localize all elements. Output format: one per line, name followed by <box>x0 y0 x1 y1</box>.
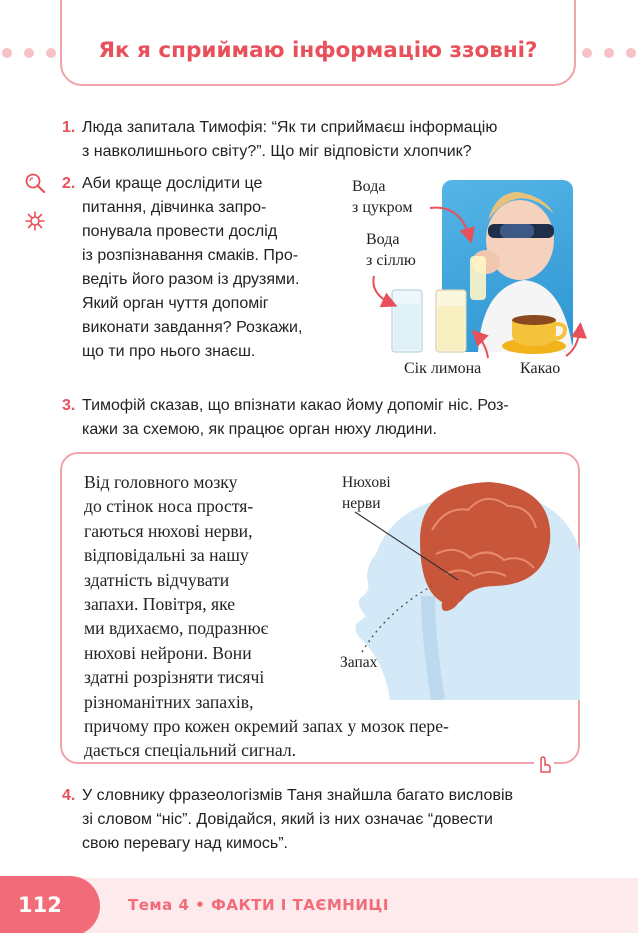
task-4 <box>62 784 513 856</box>
info-text-line: здатні розрізняти тисячі <box>84 667 265 688</box>
task-text-line: що ти про нього знаєш. <box>82 343 256 360</box>
info-text-line: запахи. Повітря, яке <box>84 594 236 615</box>
task-text-line: Люда запитала Тимофія: “Як ти сприймаєш інформацію <box>82 119 498 136</box>
page-number: 112 <box>18 893 62 917</box>
label-smell: Запах <box>340 654 378 671</box>
task-3 <box>62 394 509 442</box>
header-dots-right <box>582 48 636 58</box>
task-2 <box>62 172 302 364</box>
label-salt-water-line2: з сіллю <box>366 252 416 269</box>
info-text-line: різноманітних запахів, <box>84 691 254 712</box>
pointing-hand-icon <box>532 752 556 778</box>
task-number: 3. <box>62 397 76 414</box>
task-text-line: кажи за схемою, як працює орган нюху людини. <box>82 421 437 438</box>
label-lemon-juice: Сік лимона <box>404 360 482 377</box>
task-text-line: свою перевагу над кимось”. <box>82 835 288 852</box>
task-text-line: питання, дівчинка запро- <box>82 199 267 216</box>
pointer-arrows <box>360 180 600 370</box>
magnifier-icon <box>24 172 46 194</box>
decor-dot <box>24 48 34 58</box>
label-cocoa: Какао <box>520 360 561 377</box>
info-box-text <box>84 470 554 763</box>
page-title: Як я сприймаю інформацію ззовні? <box>98 38 538 63</box>
decor-dot <box>2 48 12 58</box>
info-text-line: ми вдихаємо, подразнює <box>84 618 269 639</box>
task-1 <box>62 116 497 164</box>
task-text-line: У словнику фразеологізмів Таня знайшла багато висловів <box>82 787 513 804</box>
info-text-line: Від головного мозку <box>84 472 238 492</box>
info-text-line: гаються нюхові нерви, <box>84 520 253 541</box>
task-text-line: зі словом “ніс”. Довідайся, який із них означає “довести <box>82 811 493 828</box>
label-olfactory-nerves-line2: нерви <box>342 495 381 512</box>
info-text-line: здатність відчувати <box>84 569 230 590</box>
task-text-line: з навколишнього світу?”. Що міг відповісти хлопчик? <box>82 143 472 160</box>
task-text-line: Тимофій сказав, що впізнати какао йому допоміг ніс. Роз- <box>82 397 509 414</box>
task-number: 4. <box>62 787 76 804</box>
info-text-line: до стінок носа простя- <box>84 496 254 517</box>
footer-topic: Тема 4 • ФАКТИ І ТАЄМНИЦІ <box>128 896 389 914</box>
decor-dot <box>626 48 636 58</box>
task-text-line: виконати завдання? Розкажи, <box>82 319 303 336</box>
label-sugar-water-line2: з цукром <box>352 199 413 216</box>
header-dots-left <box>2 48 56 58</box>
label-sugar-water-line1: Вода <box>352 178 386 195</box>
label-salt-water-line1: Вода <box>366 231 400 248</box>
label-olfactory-nerves-line1: Нюхові <box>342 474 391 491</box>
task-text-line: понувала провести дослід <box>82 223 278 240</box>
task-number: 1. <box>62 119 76 136</box>
info-text-line: причому про кожен окремий запах у мозок пере- <box>84 716 449 737</box>
decor-dot <box>582 48 592 58</box>
task-text-line: ведіть його разом із друзями. <box>82 271 300 288</box>
task-number: 2. <box>62 175 76 192</box>
experiment-icon <box>24 210 46 232</box>
decor-dot <box>46 48 56 58</box>
decor-dot <box>604 48 614 58</box>
info-text-line: відповідальні за нашу <box>84 545 249 566</box>
info-text-line: дається спеціальний сигнал. <box>84 740 297 761</box>
task-text-line: Який орган чуття допоміг <box>82 295 269 312</box>
info-text-line: нюхові нейрони. Вони <box>84 642 252 663</box>
task-text-line: Аби краще дослідити це <box>82 175 263 192</box>
task-text-line: із розпізнавання смаків. Про- <box>82 247 299 264</box>
